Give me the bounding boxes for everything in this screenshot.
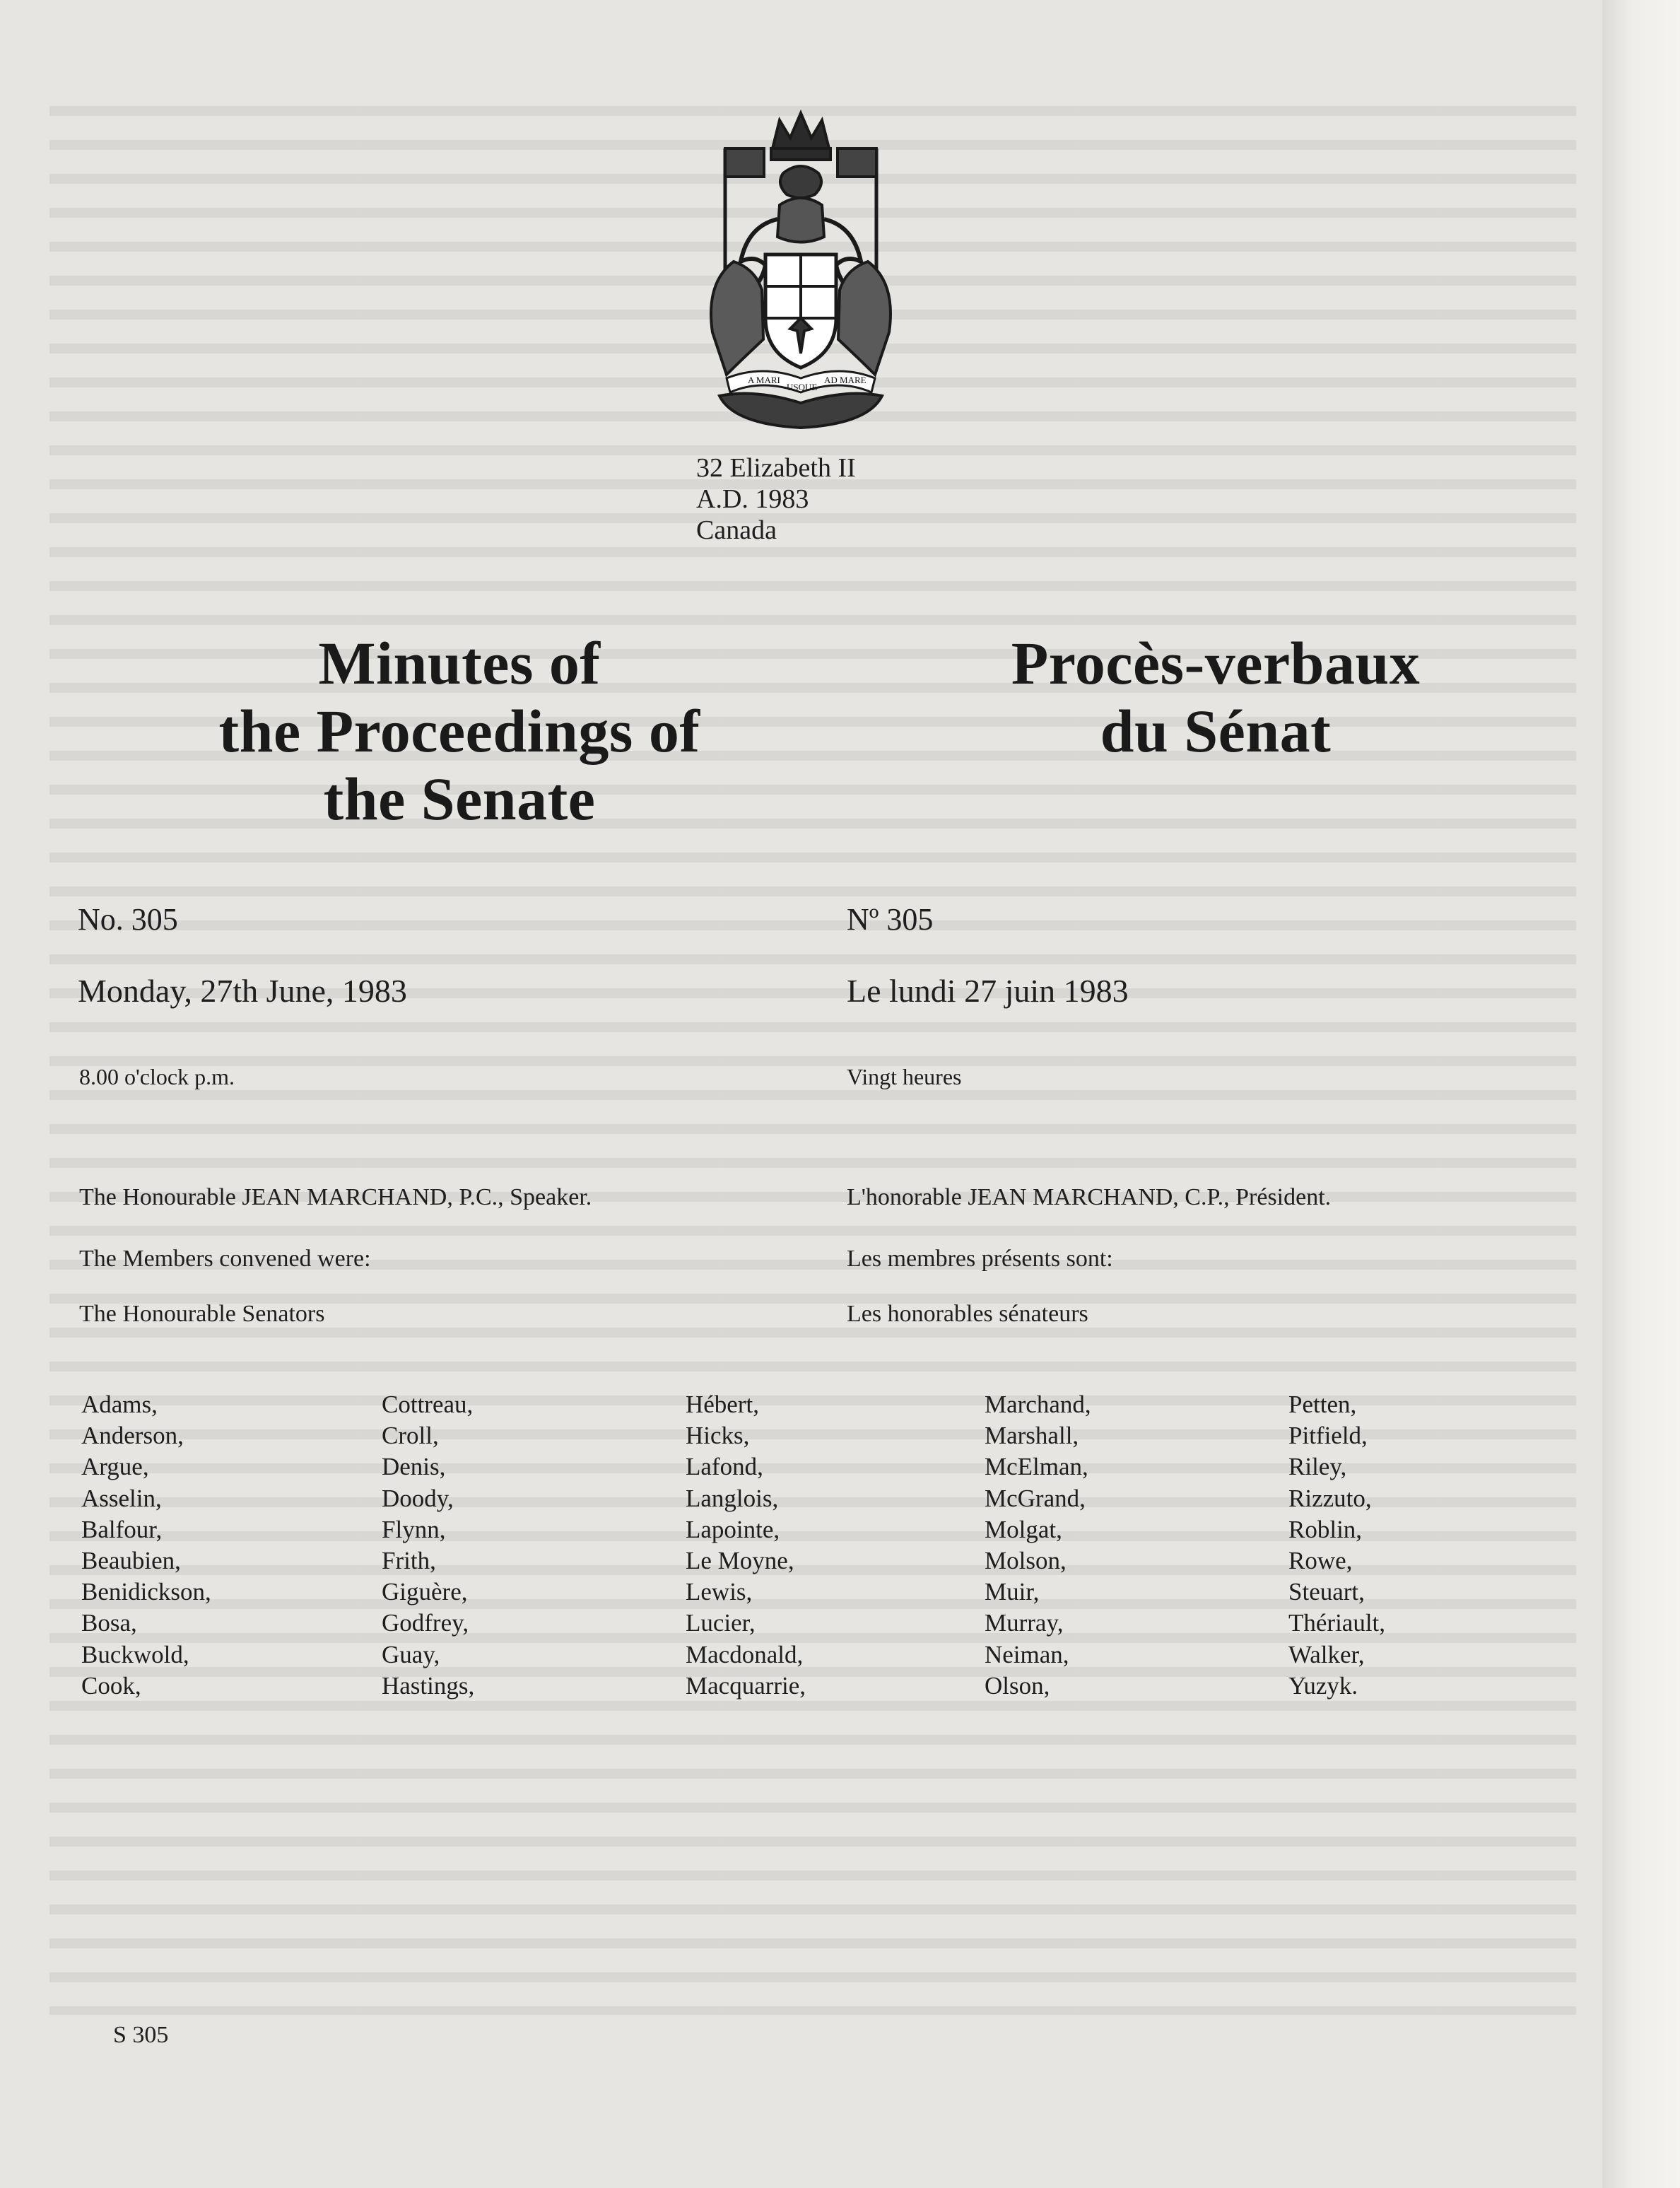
- senator-name: Hastings,: [382, 1671, 475, 1699]
- senator-name: Neiman,: [985, 1640, 1069, 1668]
- senator-name: Marchand,: [985, 1391, 1091, 1418]
- senator-name: Lewis,: [686, 1578, 753, 1606]
- senator-name: Marshall,: [985, 1422, 1079, 1450]
- senator-name: Thériault,: [1288, 1609, 1386, 1637]
- senator-name: Asselin,: [81, 1484, 162, 1512]
- senator-name: Cook,: [81, 1671, 141, 1699]
- senator-name: Muir,: [985, 1578, 1040, 1606]
- motto-right: AD MARE: [824, 375, 867, 385]
- french-speaker: L'honorable JEAN MARCHAND, C.P., Président.: [847, 1184, 1332, 1210]
- senator-name: Macdonald,: [686, 1640, 804, 1668]
- senator-name: Molson,: [985, 1547, 1067, 1575]
- senator-name: Guay,: [382, 1640, 440, 1668]
- page-folio: S 305: [113, 2022, 169, 2048]
- english-issue-number: No. 305: [78, 902, 178, 937]
- calendar-year: A.D. 1983: [696, 484, 809, 514]
- senator-name: Buckwold,: [81, 1640, 189, 1668]
- senator-name: Croll,: [382, 1422, 439, 1450]
- senator-column-1: [81, 1389, 211, 1702]
- english-title-line: Minutes of: [318, 629, 601, 697]
- english-title-line: the Proceedings of: [218, 697, 700, 765]
- senator-name: Steuart,: [1288, 1578, 1365, 1606]
- page-edge: [1602, 0, 1680, 2188]
- french-title: [905, 629, 1527, 765]
- senator-name: Olson,: [985, 1671, 1050, 1699]
- french-convened: Les membres présents sont:: [847, 1246, 1113, 1272]
- senator-name: Balfour,: [81, 1515, 163, 1543]
- senator-name: McElman,: [985, 1453, 1088, 1481]
- senator-name: Giguère,: [382, 1578, 468, 1606]
- regnal-year: 32 Elizabeth II: [696, 453, 856, 483]
- senator-name: McGrand,: [985, 1484, 1086, 1512]
- senator-column-2: [382, 1389, 474, 1702]
- french-issue-number: Nº 305: [847, 902, 934, 937]
- french-time: Vingt heures: [847, 1064, 962, 1089]
- senator-name: Beaubien,: [81, 1547, 181, 1575]
- senator-column-3: [686, 1389, 806, 1702]
- senator-name: Lafond,: [686, 1453, 763, 1481]
- english-date: Monday, 27th June, 1983: [78, 973, 407, 1009]
- senator-name: Doody,: [382, 1484, 454, 1512]
- senator-name: Murray,: [985, 1609, 1064, 1637]
- senator-name: Riley,: [1288, 1453, 1347, 1481]
- english-title: [106, 629, 813, 833]
- senator-column-4: [985, 1389, 1091, 1702]
- senator-name: Le Moyne,: [686, 1547, 794, 1575]
- senator-name: Yuzyk.: [1288, 1671, 1358, 1699]
- regnal-year-block: [696, 452, 856, 546]
- senator-name: Hébert,: [686, 1391, 759, 1418]
- french-title-line: du Sénat: [1100, 697, 1332, 765]
- senator-name: Lapointe,: [686, 1515, 780, 1543]
- french-date: Le lundi 27 juin 1983: [847, 973, 1129, 1009]
- coat-of-arms-icon: [698, 106, 903, 438]
- senator-name: Adams,: [81, 1391, 158, 1418]
- english-convened: The Members convened were:: [79, 1246, 371, 1272]
- english-senators-heading: The Honourable Senators: [79, 1301, 325, 1327]
- senator-name: Anderson,: [81, 1422, 184, 1450]
- french-senators-heading: Les honorables sénateurs: [847, 1301, 1088, 1327]
- french-title-line: Procès-verbaux: [1011, 629, 1421, 697]
- senator-name: Denis,: [382, 1453, 446, 1481]
- senator-name: Lucier,: [686, 1609, 756, 1637]
- senator-name: Rizzuto,: [1288, 1484, 1372, 1512]
- senator-name: Flynn,: [382, 1515, 446, 1543]
- senator-column-5: [1288, 1389, 1385, 1702]
- senator-name: Petten,: [1288, 1391, 1357, 1418]
- senator-name: Cottreau,: [382, 1391, 474, 1418]
- senator-name: Roblin,: [1288, 1515, 1363, 1543]
- senator-name: Godfrey,: [382, 1609, 469, 1637]
- senator-name: Frith,: [382, 1547, 436, 1575]
- senator-name: Benidickson,: [81, 1578, 211, 1606]
- senator-name: Walker,: [1288, 1640, 1365, 1668]
- english-speaker: The Honourable JEAN MARCHAND, P.C., Speaker.: [79, 1184, 592, 1210]
- english-time: 8.00 o'clock p.m.: [79, 1064, 235, 1089]
- senator-name: Pitfield,: [1288, 1422, 1368, 1450]
- senator-name: Rowe,: [1288, 1547, 1353, 1575]
- senator-name: Bosa,: [81, 1609, 137, 1637]
- english-title-line: the Senate: [323, 765, 596, 833]
- motto-left: A MARI: [748, 375, 780, 385]
- senator-name: Hicks,: [686, 1422, 750, 1450]
- senator-name: Langlois,: [686, 1484, 779, 1512]
- country: Canada: [696, 515, 777, 545]
- motto-center: USQUE: [787, 382, 818, 392]
- senator-name: Molgat,: [985, 1515, 1062, 1543]
- senator-name: Argue,: [81, 1453, 149, 1481]
- senator-name: Macquarrie,: [686, 1671, 806, 1699]
